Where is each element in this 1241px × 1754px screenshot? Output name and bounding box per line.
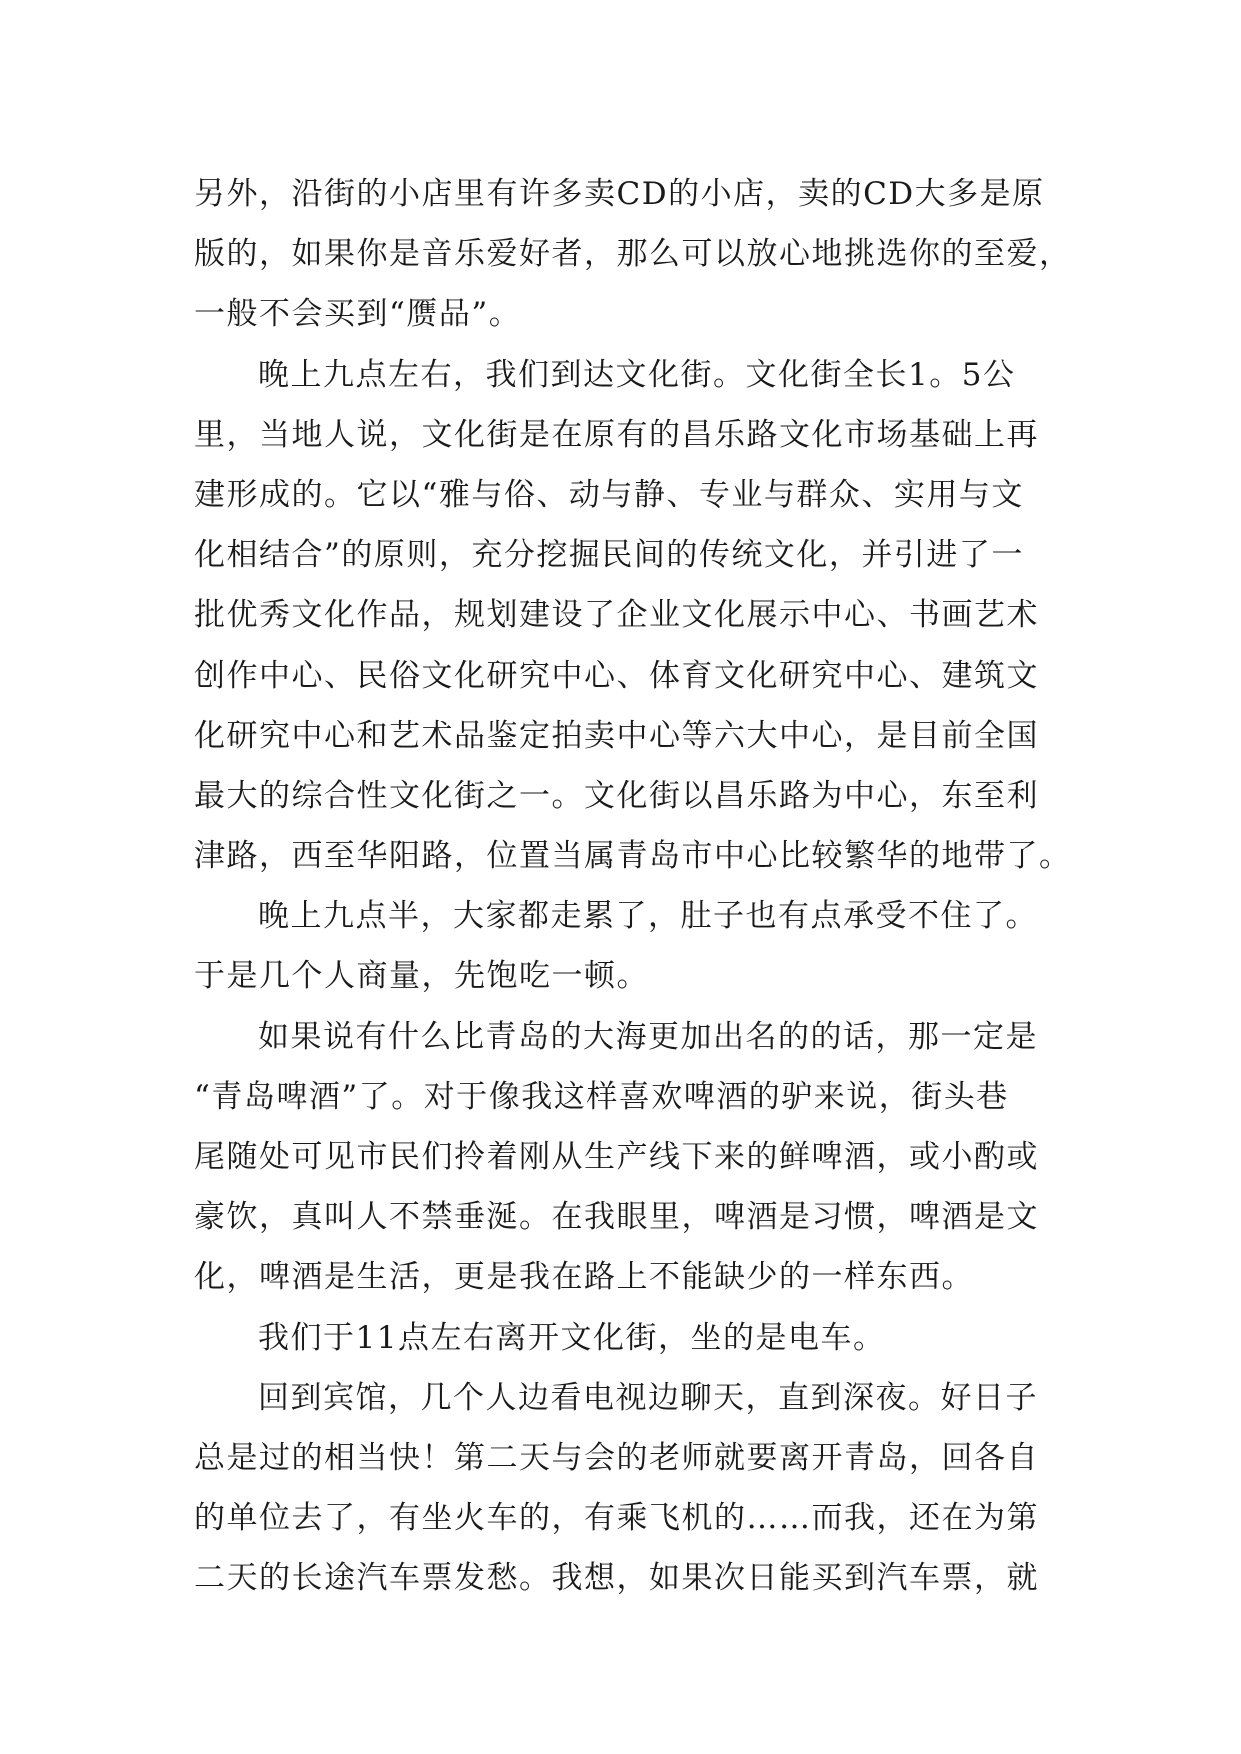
text-line: 我们于11点左右离开文化街，坐的是电车。 bbox=[258, 1319, 886, 1356]
text-line: 尾随处可见市民们拎着刚从生产线下来的鲜啤酒，或小酌或 bbox=[194, 1139, 1039, 1175]
text-line: 最大的综合性文化街之一。文化街以昌乐路为中心，东至利 bbox=[194, 777, 1039, 814]
text-line: 版的，如果你是音乐爱好者，那么可以放心地挑选你的至爱， bbox=[194, 236, 1072, 273]
text-line: 于是几个人商量，先饱吃一顿。 bbox=[194, 958, 649, 995]
text-line: 如果说有什么比青岛的大海更加出名的的话，那一定是 bbox=[258, 1018, 1038, 1055]
text-line: 晚上九点半，大家都走累了，肚子也有点承受不住了。 bbox=[258, 898, 1038, 935]
text-line: 批优秀文化作品，规划建设了企业文化展示中心、书画艺术 bbox=[194, 597, 1039, 634]
text-line: 津路，西至华阳路，位置当属青岛市中心比较繁华的地带了。 bbox=[194, 838, 1072, 875]
text-line: 回到宾馆，几个人边看电视边聊天，直到深夜。好日子 bbox=[258, 1379, 1038, 1416]
text-line: 创作中心、民俗文化研究中心、体育文化研究中心、建筑文 bbox=[194, 657, 1039, 694]
text-line: 晚上九点左右，我们到达文化街。文化街全长1。5公 bbox=[258, 356, 1016, 393]
text-line: 化研究中心和艺术品鉴定拍卖中心等六大中心，是目前全国 bbox=[194, 717, 1039, 754]
text-line: 里，当地人说，文化街是在原有的昌乐路文化市场基础上再 bbox=[194, 416, 1039, 453]
text-line: 总是过的相当快！第二天与会的老师就要离开青岛，回各自 bbox=[194, 1439, 1039, 1476]
text-line: 另外，沿街的小店里有许多卖CD的小店，卖的CD大多是原 bbox=[194, 176, 1045, 212]
text-line: 建形成的。它以“雅与俗、动与静、专业与群众、实用与文 bbox=[194, 476, 1024, 513]
text-line: 豪饮，真叫人不禁垂涎。在我眼里，啤酒是习惯，啤酒是文 bbox=[194, 1199, 1039, 1236]
text-line: 的单位去了，有坐火车的，有乘飞机的……而我，还在为第 bbox=[194, 1500, 1039, 1537]
text-line: 化相结合”的原则，充分挖掘民间的传统文化，并引进了一 bbox=[194, 537, 1024, 574]
body-text bbox=[194, 164, 1074, 1609]
text-line: 二天的长途汽车票发愁。我想，如果次日能买到汽车票，就 bbox=[194, 1560, 1039, 1597]
text-line: “青岛啤酒”了。对于像我这样喜欢啤酒的驴来说，街头巷 bbox=[194, 1078, 1009, 1115]
text-line: 一般不会买到“赝品”。 bbox=[194, 296, 522, 333]
text-line: 化，啤酒是生活，更是我在路上不能缺少的一样东西。 bbox=[194, 1259, 974, 1296]
